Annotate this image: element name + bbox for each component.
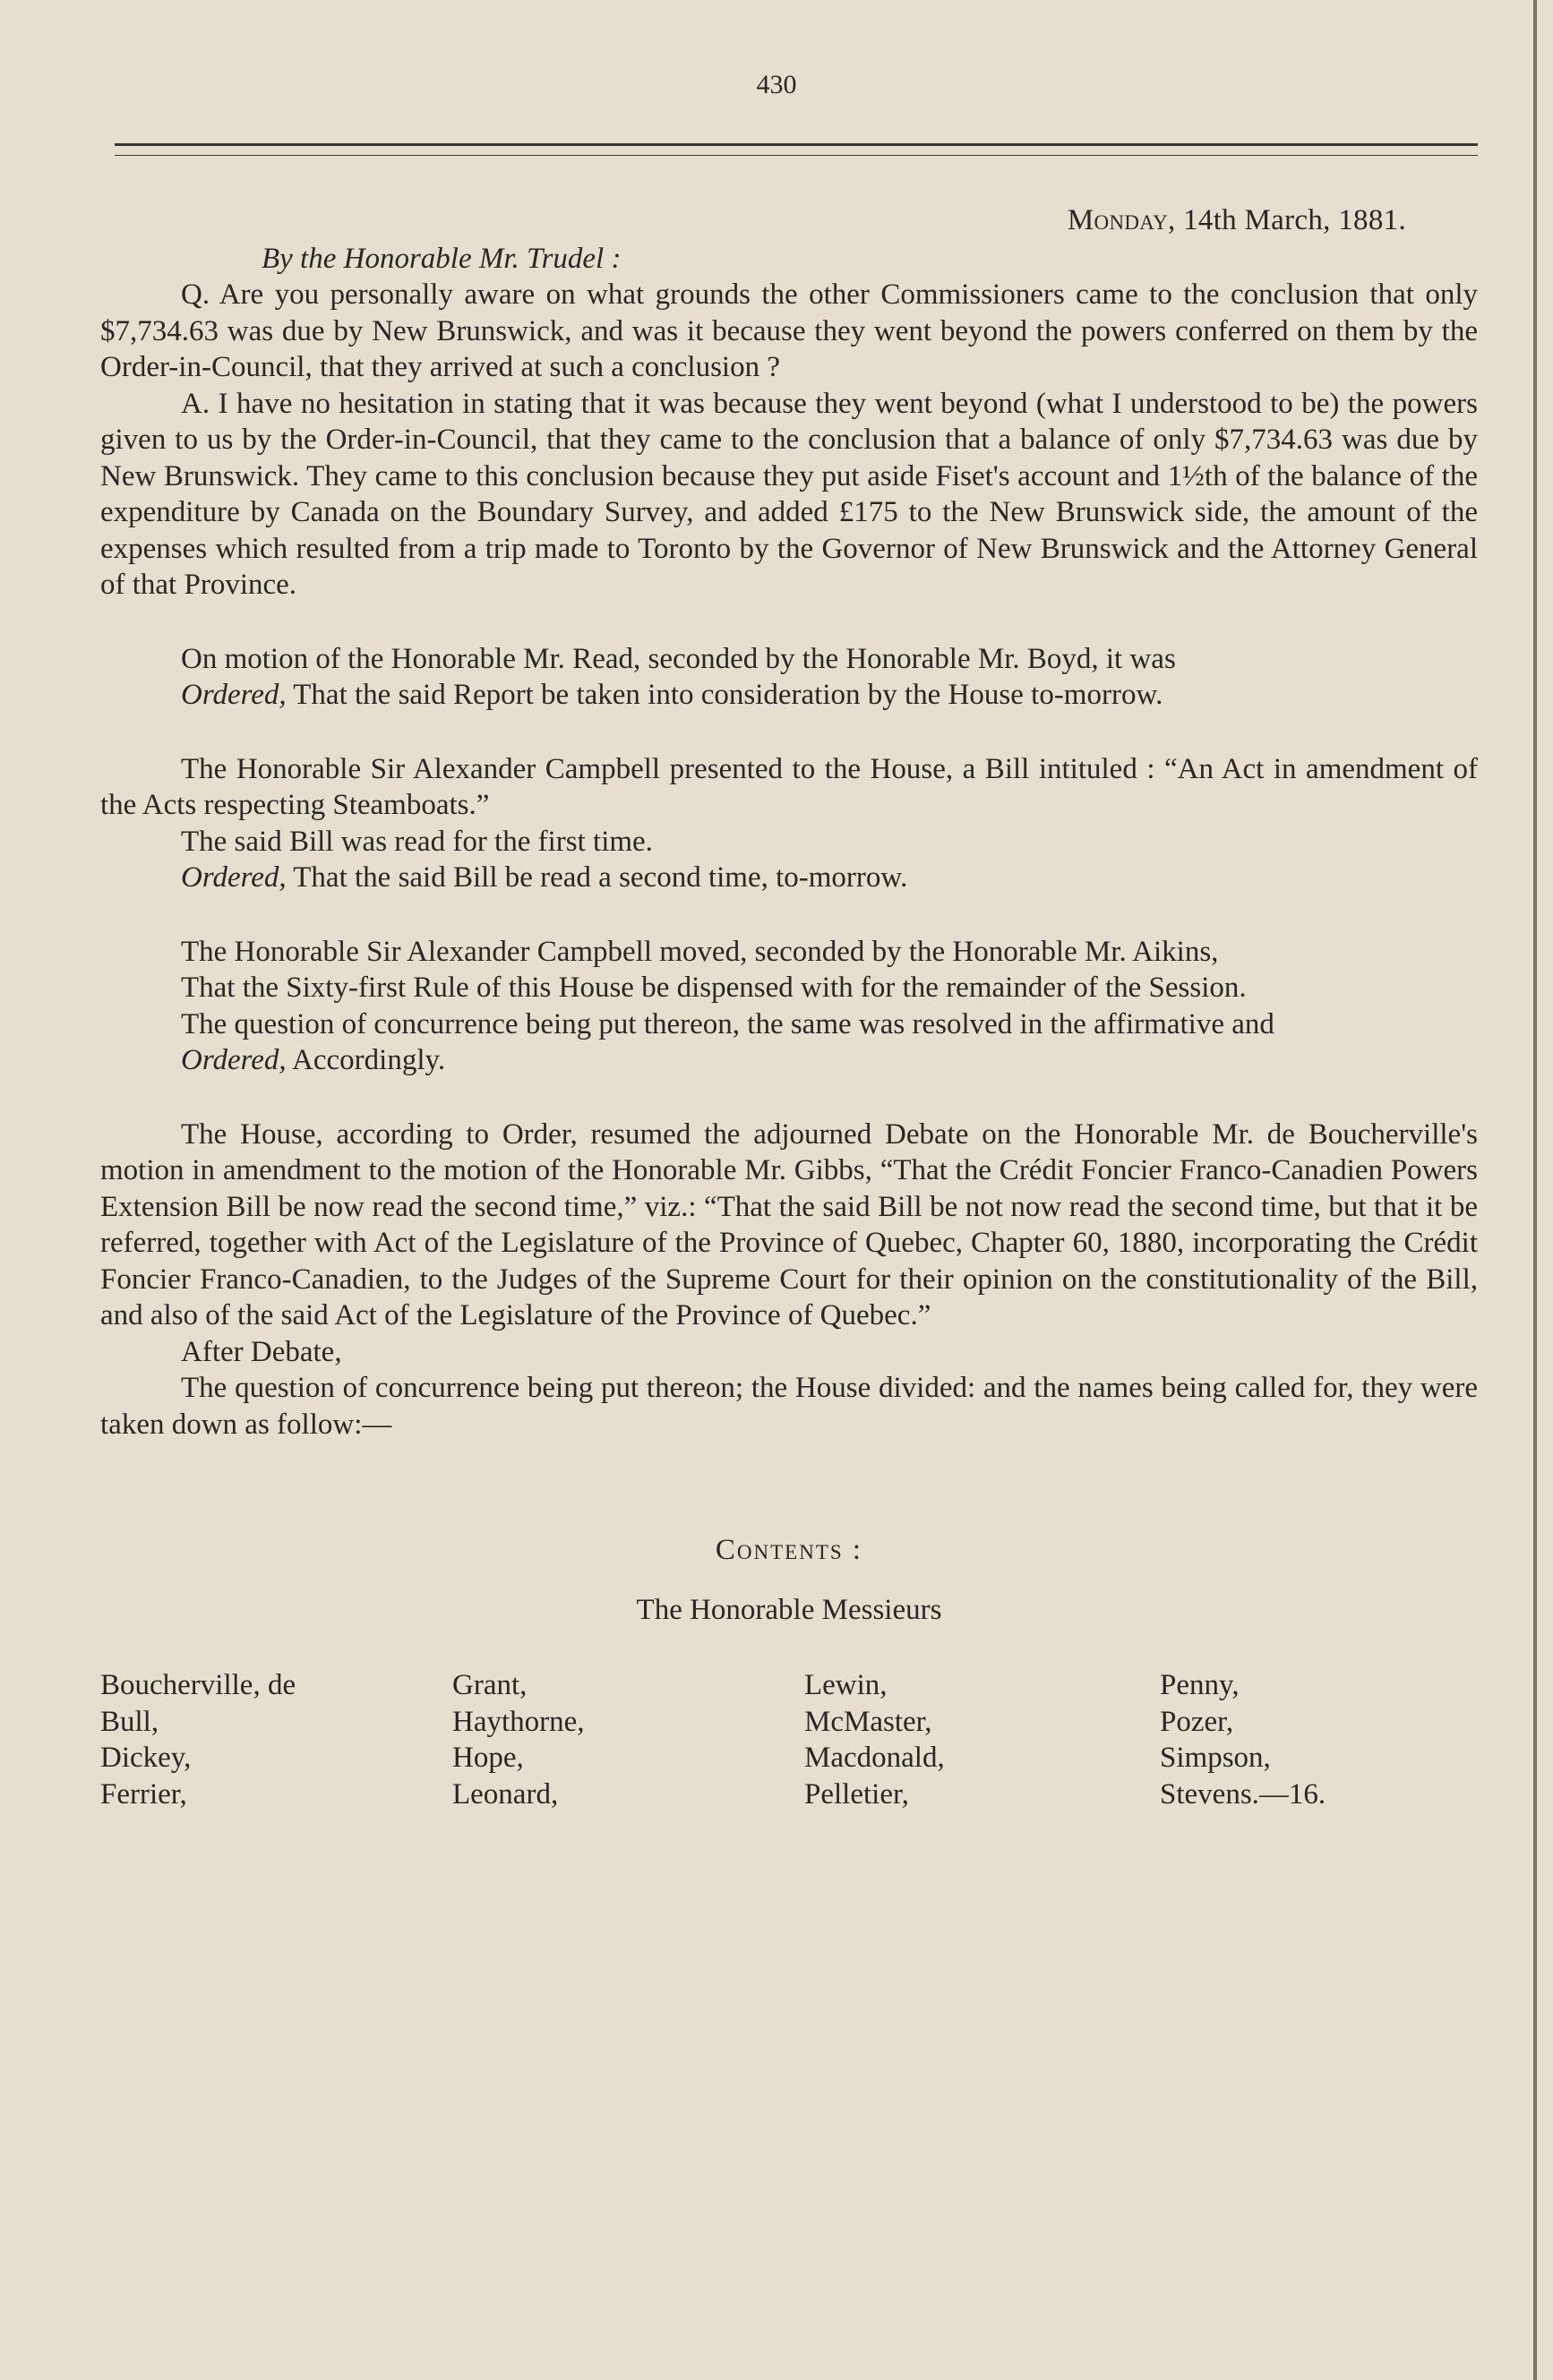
name-cell: Macdonald, [804, 1742, 945, 1774]
binding-edge-line [1533, 0, 1537, 2380]
answer-paragraph: A. I have no hesitation in stating that it was because they went beyond (what I understood to be) the powers given to us by the Order-in-Council, that they came to the conclusion that a balance of only $7,734.63 was due by New Brunswick. They came to this conclusion because they put aside Fiset's account and 1½th of the balance of the expenditure by Canada on the Boundary Survey, and added £175 to the New Brunswick side, the amount of the expenses which resulted from a trip made to Toronto by the Governor of New Brunswick and the Attorney General of that Province. [100, 387, 1478, 601]
name-cell: Lewin, [804, 1669, 888, 1701]
sitting-weekday: Monday, [1067, 204, 1176, 236]
ordered-label: Ordered, [181, 861, 287, 894]
campbell-moved-paragraph: The Honorable Sir Alexander Campbell moved, seconded by the Honorable Mr. Aikins, [181, 935, 1219, 968]
name-cell: Pozer, [1160, 1705, 1234, 1738]
name-cell: Leonard, [452, 1777, 559, 1811]
name-cell: Simpson, [1160, 1742, 1271, 1774]
ordered-label: Ordered, [181, 679, 287, 711]
division-paragraph: The question of concurrence being put thereon; the House divided: and the names being called for, they were taken down as follow:— [100, 1372, 1478, 1441]
motion-read-paragraph: On motion of the Honorable Mr. Read, seconded by the Honorable Mr. Boyd, it was [181, 642, 1176, 675]
name-cell: Haythorne, [452, 1705, 585, 1738]
name-cell: Pelletier, [804, 1777, 909, 1811]
name-cell: Hope, [452, 1742, 524, 1774]
sixty-first-rule-paragraph: That the Sixty-first Rule of this House be dispensed with for the remainder of the Session. [181, 972, 1247, 1004]
sitting-date [100, 202, 1406, 239]
table-row [100, 1704, 1480, 1741]
name-cell: Ferrier, [100, 1777, 187, 1811]
page-number: 430 [756, 70, 797, 99]
campbell-bill-paragraph: The Honorable Sir Alexander Campbell presented to the House, a Bill intituled : “An Act in amendment of the Acts respecting Steamboats.” [100, 752, 1478, 821]
examiner-line: By the Honorable Mr. Trudel : [262, 242, 622, 275]
ordered-report-paragraph [100, 677, 1478, 714]
question-paragraph: Q. Are you personally aware on what grounds the other Commissioners came to the conclusion that only $7,734.63 was due by New Brunswick, and was it because they went beyond the powers conferred on them by the Order-in-Council, that they arrived at such a conclusion ? [100, 278, 1478, 383]
ordered-text: That the said Bill be read a second time, to-morrow. [286, 861, 908, 894]
name-cell: McMaster, [804, 1705, 932, 1738]
page-body [100, 197, 1478, 1812]
contents-names-table [100, 1667, 1480, 1812]
name-cell: Grant, [452, 1669, 528, 1701]
ordered-label: Ordered, [181, 1044, 287, 1076]
concurrence-paragraph: The question of concurrence being put thereon, the same was resolved in the affirmative and [181, 1007, 1274, 1040]
name-cell: Dickey, [100, 1742, 192, 1774]
debate-paragraph: The House, according to Order, resumed the adjourned Debate on the Honorable Mr. de Boucherville's motion in amendment to the motion of the Honorable Mr. Gibbs, “That the Crédit Foncier Franco-Canadien Powers Extension Bill be now read the second time,” viz.: “That the said Bill be not now read the second time, but that it be referred, together with Act of the Legislature of the Province of Quebec, Chapter 60, 1880, incorporating the Crédit Foncier Franco-Canadien, to the Judges of the Supreme Court for their opinion on the constitutionality of the Bill, and also of the said Act of the Legislature of the Province of Quebec.” [100, 1117, 1478, 1331]
messieurs-heading: The Honorable Messieurs [636, 1593, 942, 1626]
ordered-text: That the said Report be taken into consideration by the House to-morrow. [286, 679, 1163, 711]
table-row [100, 1776, 1480, 1813]
ordered-second-reading-paragraph [100, 860, 1478, 896]
name-cell: Penny, [1160, 1669, 1240, 1701]
sitting-date-rest: 14th March, 1881. [1175, 204, 1406, 236]
after-debate-paragraph: After Debate, [181, 1335, 342, 1368]
ordered-text: Accordingly. [286, 1044, 446, 1076]
name-cell: Boucherville, de [100, 1669, 296, 1701]
contents-heading: Contents : [715, 1534, 863, 1566]
table-row [100, 1740, 1480, 1776]
header-double-rule [115, 143, 1478, 156]
name-cell: Bull, [100, 1705, 159, 1738]
first-reading-paragraph: The said Bill was read for the first time. [181, 825, 653, 858]
ordered-accordingly-paragraph [100, 1042, 1478, 1079]
table-row [100, 1667, 1480, 1704]
name-cell: Stevens.—16. [1160, 1777, 1326, 1811]
